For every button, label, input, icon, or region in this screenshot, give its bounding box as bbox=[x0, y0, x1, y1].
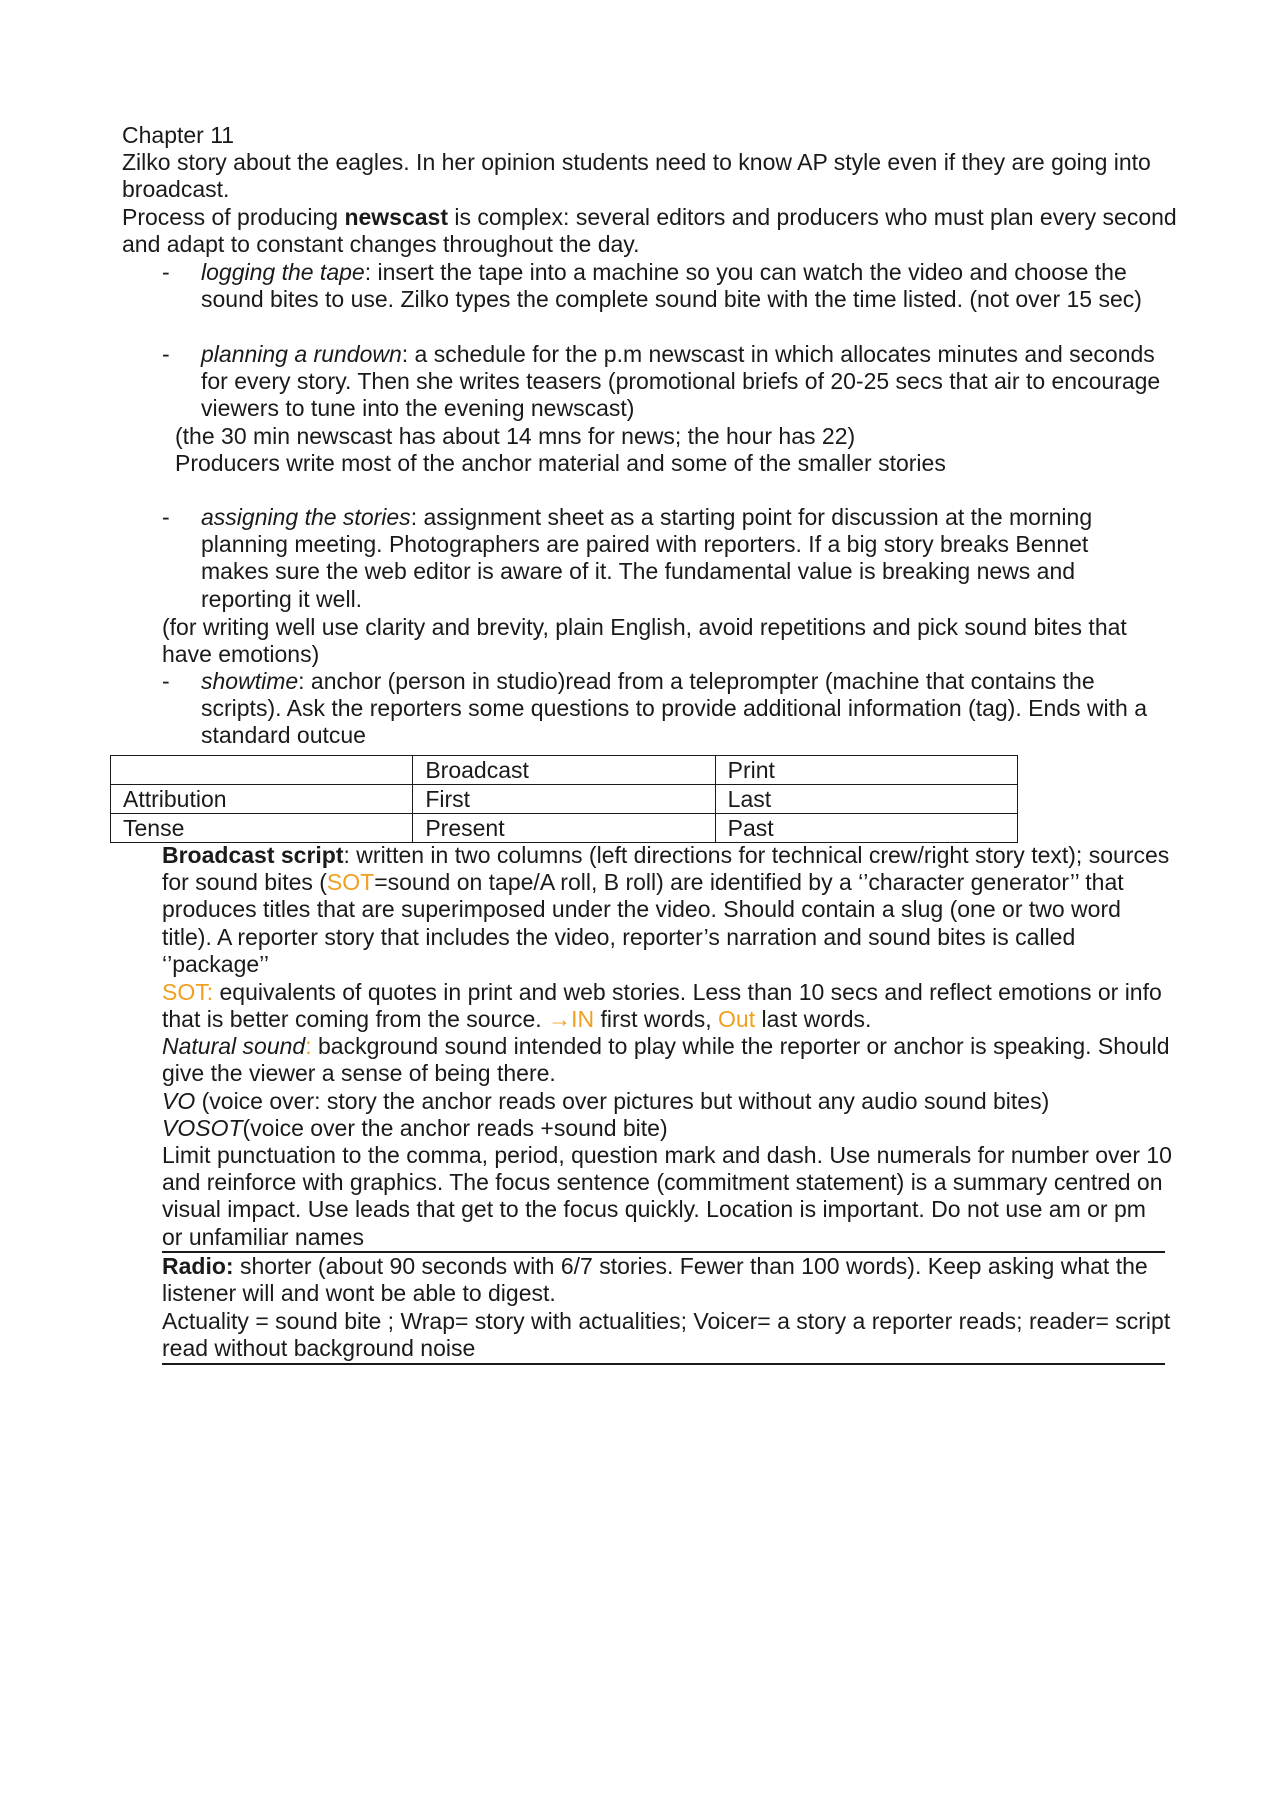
vo-paragraph: VO (voice over: story the anchor reads over pictures but without any audio sound bites) bbox=[162, 1088, 1050, 1114]
bullet-text: : a schedule for the p.m newscast in which allocates minutes and seconds for every story. Then she writes teasers (promotional briefs of 20-25 secs that air to encourage viewers to tune into the evening newscast) bbox=[201, 341, 1161, 422]
natural-sound-term: Natural sound bbox=[162, 1033, 306, 1059]
intro-paragraph: Zilko story about the eagles. In her opinion students need to know AP style even if they are going into broadcast. bbox=[122, 149, 1151, 203]
process-text-after: is complex: several editors and producers who must plan every second and adapt to constant changes throughout the day. bbox=[122, 204, 1177, 258]
bullet-dash: - bbox=[162, 504, 170, 530]
punctuation-paragraph: Limit punctuation to the comma, period, question mark and dash. Use numerals for number over 10 and reinforce with graphics. The focus sentence (commitment statement) is a summary centred on visual impact. Use leads that get to the focus quickly. Location is important. Do not use am or pm or unfamiliar names bbox=[162, 1142, 1172, 1250]
bullet-dash: - bbox=[162, 259, 170, 285]
table-row bbox=[111, 785, 1018, 814]
broadcast-script-term: Broadcast script bbox=[162, 842, 344, 868]
bullet-dash: - bbox=[162, 341, 170, 367]
in-label: →IN bbox=[548, 1006, 595, 1033]
radio-paragraph: Radio: shorter (about 90 seconds with 6/7 stories. Fewer than 100 words). Keep asking what the listener will and wont be able to digest. bbox=[162, 1253, 1148, 1307]
table-cell: Broadcast bbox=[413, 756, 715, 785]
table-cell bbox=[111, 756, 413, 785]
table-cell: Past bbox=[715, 814, 1017, 843]
natural-sound-paragraph: Natural sound: background sound intended to play while the reporter or anchor is speaking. Should give the viewer a sense of being there. bbox=[162, 1033, 1170, 1087]
vosot-paragraph: VOSOT(voice over the anchor reads +sound bite) bbox=[162, 1115, 668, 1141]
table-row bbox=[111, 814, 1018, 843]
table-cell: Attribution bbox=[111, 785, 413, 814]
process-text-before: Process of producing bbox=[122, 204, 345, 230]
sot-paragraph: SOT: equivalents of quotes in print and web stories. Less than 10 secs and reflect emotions or info that is better coming from the source. →IN first words, Out last words. bbox=[162, 979, 1162, 1033]
bullet-term: logging the tape bbox=[201, 259, 365, 285]
table-cell: Tense bbox=[111, 814, 413, 843]
rundown-note: (the 30 min newscast has about 14 mns for news; the hour has 22) bbox=[175, 423, 856, 449]
vo-term: VO bbox=[162, 1088, 196, 1114]
bullet-text: : insert the tape into a machine so you can watch the video and choose the sound bites to use. Zilko types the complete sound bite with the time listed. (not over 15 sec) bbox=[201, 259, 1142, 313]
bullet-term: showtime bbox=[201, 668, 299, 694]
broadcast-print-table bbox=[110, 755, 1018, 843]
radio-definitions: Actuality = sound bite ; Wrap= story with actualities; Voicer= a story a reporter reads; reader= script read without background noise bbox=[162, 1308, 1171, 1362]
sot-term: SOT: bbox=[162, 979, 214, 1005]
chapter-title: Chapter 11 bbox=[122, 122, 235, 148]
bullet-term: assigning the stories bbox=[201, 504, 411, 530]
writing-note: (for writing well use clarity and brevity, plain English, avoid repetitions and pick sound bites that have emotions) bbox=[162, 614, 1127, 668]
newscast-term: newscast bbox=[344, 204, 449, 230]
table-header-row bbox=[111, 756, 1018, 785]
out-label: Out bbox=[718, 1006, 756, 1033]
bullet-dash: - bbox=[162, 668, 170, 694]
vosot-term: VOSOT bbox=[162, 1115, 243, 1141]
bullet-text: : assignment sheet as a starting point for discussion at the morning planning meeting. Photographers are paired with reporters. If a big story breaks Bennet makes sure the web editor is aware of it. The fundamental value is breaking news and reporting it well. bbox=[201, 504, 1093, 612]
process-paragraph bbox=[122, 204, 1182, 258]
table-cell: Last bbox=[715, 785, 1017, 814]
table-cell: Print bbox=[715, 756, 1017, 785]
broadcast-script-paragraph: Broadcast script: written in two columns (left directions for technical crew/right story text); sources for sound bites (SOT=sound on tape/A roll, B roll) are identified by a ‘’character generator’’ that produces titles that are superimposed under the video. Should contain a slug (one or two word title). A reporter story that includes the video, reporter’s narration and sound bites is called ‘’package’’ bbox=[162, 842, 1170, 977]
radio-term: Radio: bbox=[162, 1253, 234, 1279]
producers-note: Producers write most of the anchor material and some of the smaller stories bbox=[175, 450, 946, 476]
table-cell: First bbox=[413, 785, 715, 814]
sot-highlight: SOT bbox=[326, 869, 375, 896]
radio-bottom-rule bbox=[162, 1363, 1165, 1365]
bullet-term: planning a rundown bbox=[201, 341, 402, 367]
bullet-text: : anchor (person in studio)read from a teleprompter (machine that contains the scripts). Ask the reporters some questions to provide additional information (tag). Ends with a standard outcue bbox=[201, 668, 1148, 749]
table-cell: Present bbox=[413, 814, 715, 843]
